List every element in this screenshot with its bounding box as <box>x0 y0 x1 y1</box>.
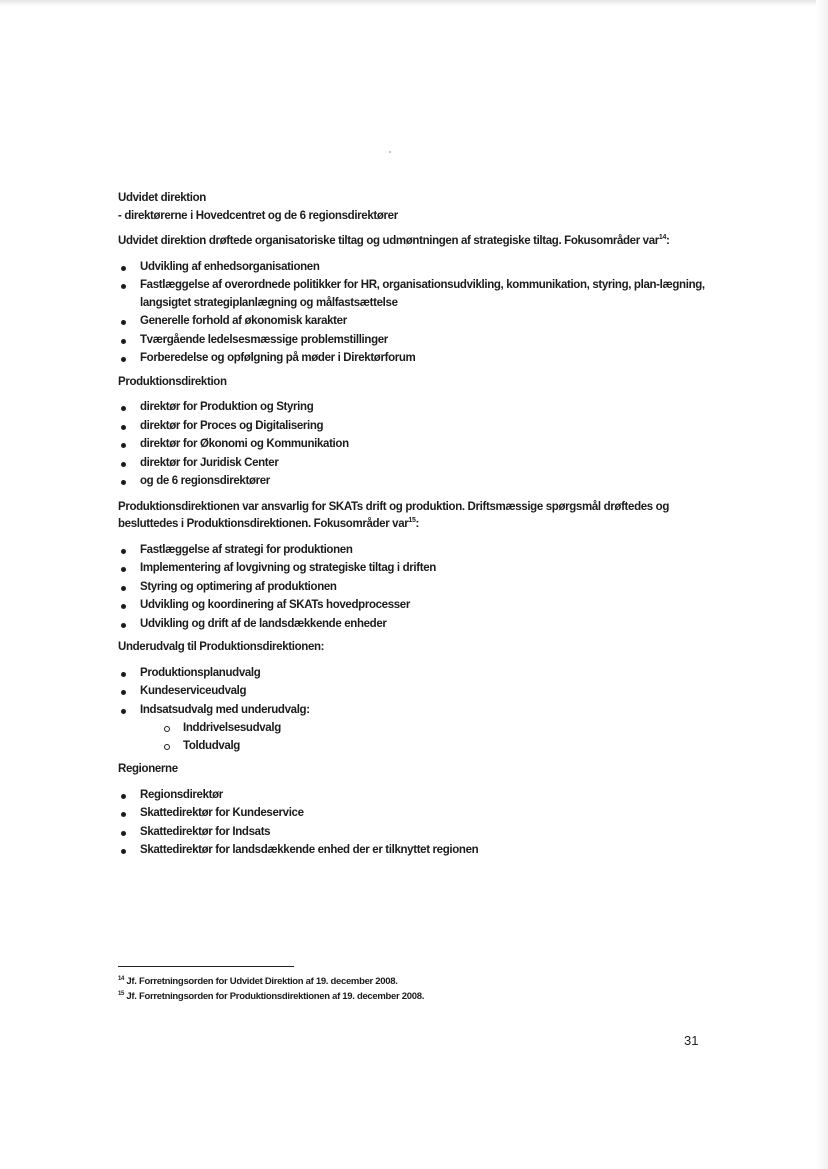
list-item: Fastlæggelse af overordnede politikker for HR, organisationsudvikling, kommunikation, styring, plan-lægning, langsigtet strategiplanlægning og målfastsættelse <box>118 277 708 312</box>
underudvalg-sub-list <box>164 720 708 755</box>
sub-list-item: Inddrivelsesudvalg <box>164 720 708 738</box>
scan-edge-right <box>816 0 828 1169</box>
heading-udvidet-direktion: Udvidet direktion <box>118 192 206 204</box>
udvidet-intro: Udvidet direktion drøftede organisatoriske tiltag og udmøntningen af strategiske tiltag. Fokusområder var$^{14}$: <box>118 234 670 247</box>
footnote-divider <box>118 966 294 967</box>
list-item: Fastlæggelse af strategi for produktionen <box>118 542 708 560</box>
list-item: direktør for Juridisk Center <box>118 455 708 473</box>
list-item: Indsatsudvalg med underudvalg: <box>118 702 708 720</box>
footnote-15: $^{15}$ Jf. Forretningsorden for Produktionsdirektionen af 19. december 2008. <box>118 990 425 1002</box>
list-item: Generelle forhold af økonomisk karakter <box>118 313 708 331</box>
heading-regionerne: Regionerne <box>118 763 178 775</box>
list-item: Udvikling af enhedsorganisationen <box>118 259 708 277</box>
main-text <box>118 190 708 861</box>
list-item: direktør for Økonomi og Kommunikation <box>118 436 708 454</box>
list-item: Tværgående ledelsesmæssige problemstillinger <box>118 332 708 350</box>
scan-edge-top <box>0 0 828 6</box>
heading-produktionsdirektion: Produktionsdirektion <box>118 375 227 388</box>
list-item: Regionsdirektør <box>118 787 708 805</box>
footnote-14: $^{14}$ Jf. Forretningsorden for Udvidet Direktion af 19. december 2008. <box>118 975 398 987</box>
list-item: Skattedirektør for landsdækkende enhed der er tilknyttet regionen <box>118 842 708 860</box>
produktion-members-list <box>118 399 708 491</box>
underudvalg-list <box>118 665 708 720</box>
list-item: Skattedirektør for Kundeservice <box>118 805 708 823</box>
list-item: Styring og optimering af produktionen <box>118 579 708 597</box>
list-item: Forberedelse og opfølgning på møder i Direktørforum <box>118 350 708 368</box>
list-item: Implementering af lovgivning og strategiske tiltag i driften <box>118 560 708 578</box>
list-item: direktør for Proces og Digitalisering <box>118 418 708 436</box>
footnote-ref-15: 15 <box>408 517 416 525</box>
list-item: Kundeserviceudvalg <box>118 683 708 701</box>
list-item: Produktionsplanudvalg <box>118 665 708 683</box>
sub-list-item: Toldudvalg <box>164 738 708 756</box>
udvidet-focus-list <box>118 259 708 368</box>
udvidet-subline: - direktørerne i Hovedcentret og de 6 regionsdirektører <box>118 209 398 222</box>
page-number: 31 <box>684 1033 699 1048</box>
footnotes <box>118 975 678 1004</box>
list-item: direktør for Produktion og Styring <box>118 399 708 417</box>
heading-underudvalg: Underudvalg til Produktionsdirektionen: <box>118 641 325 653</box>
list-item: Skattedirektør for Indsats <box>118 824 708 842</box>
list-item: Udvikling og koordinering af SKATs hovedprocesser <box>118 597 708 615</box>
scan-speck <box>389 151 391 153</box>
list-item: Udvikling og drift af de landsdækkende enheder <box>118 616 708 634</box>
regionerne-list <box>118 787 708 860</box>
list-item: og de 6 regionsdirektører <box>118 473 708 491</box>
produktion-focus-list <box>118 542 708 634</box>
footnote-ref-14: 14 <box>658 234 666 242</box>
produktion-intro: Produktionsdirektionen var ansvarlig for SKATs drift og produktion. Driftsmæssige spørgsmål drøftedes og besluttedes i Produktionsdirektionen. Fokusområder var$^{15}$: <box>118 500 670 530</box>
